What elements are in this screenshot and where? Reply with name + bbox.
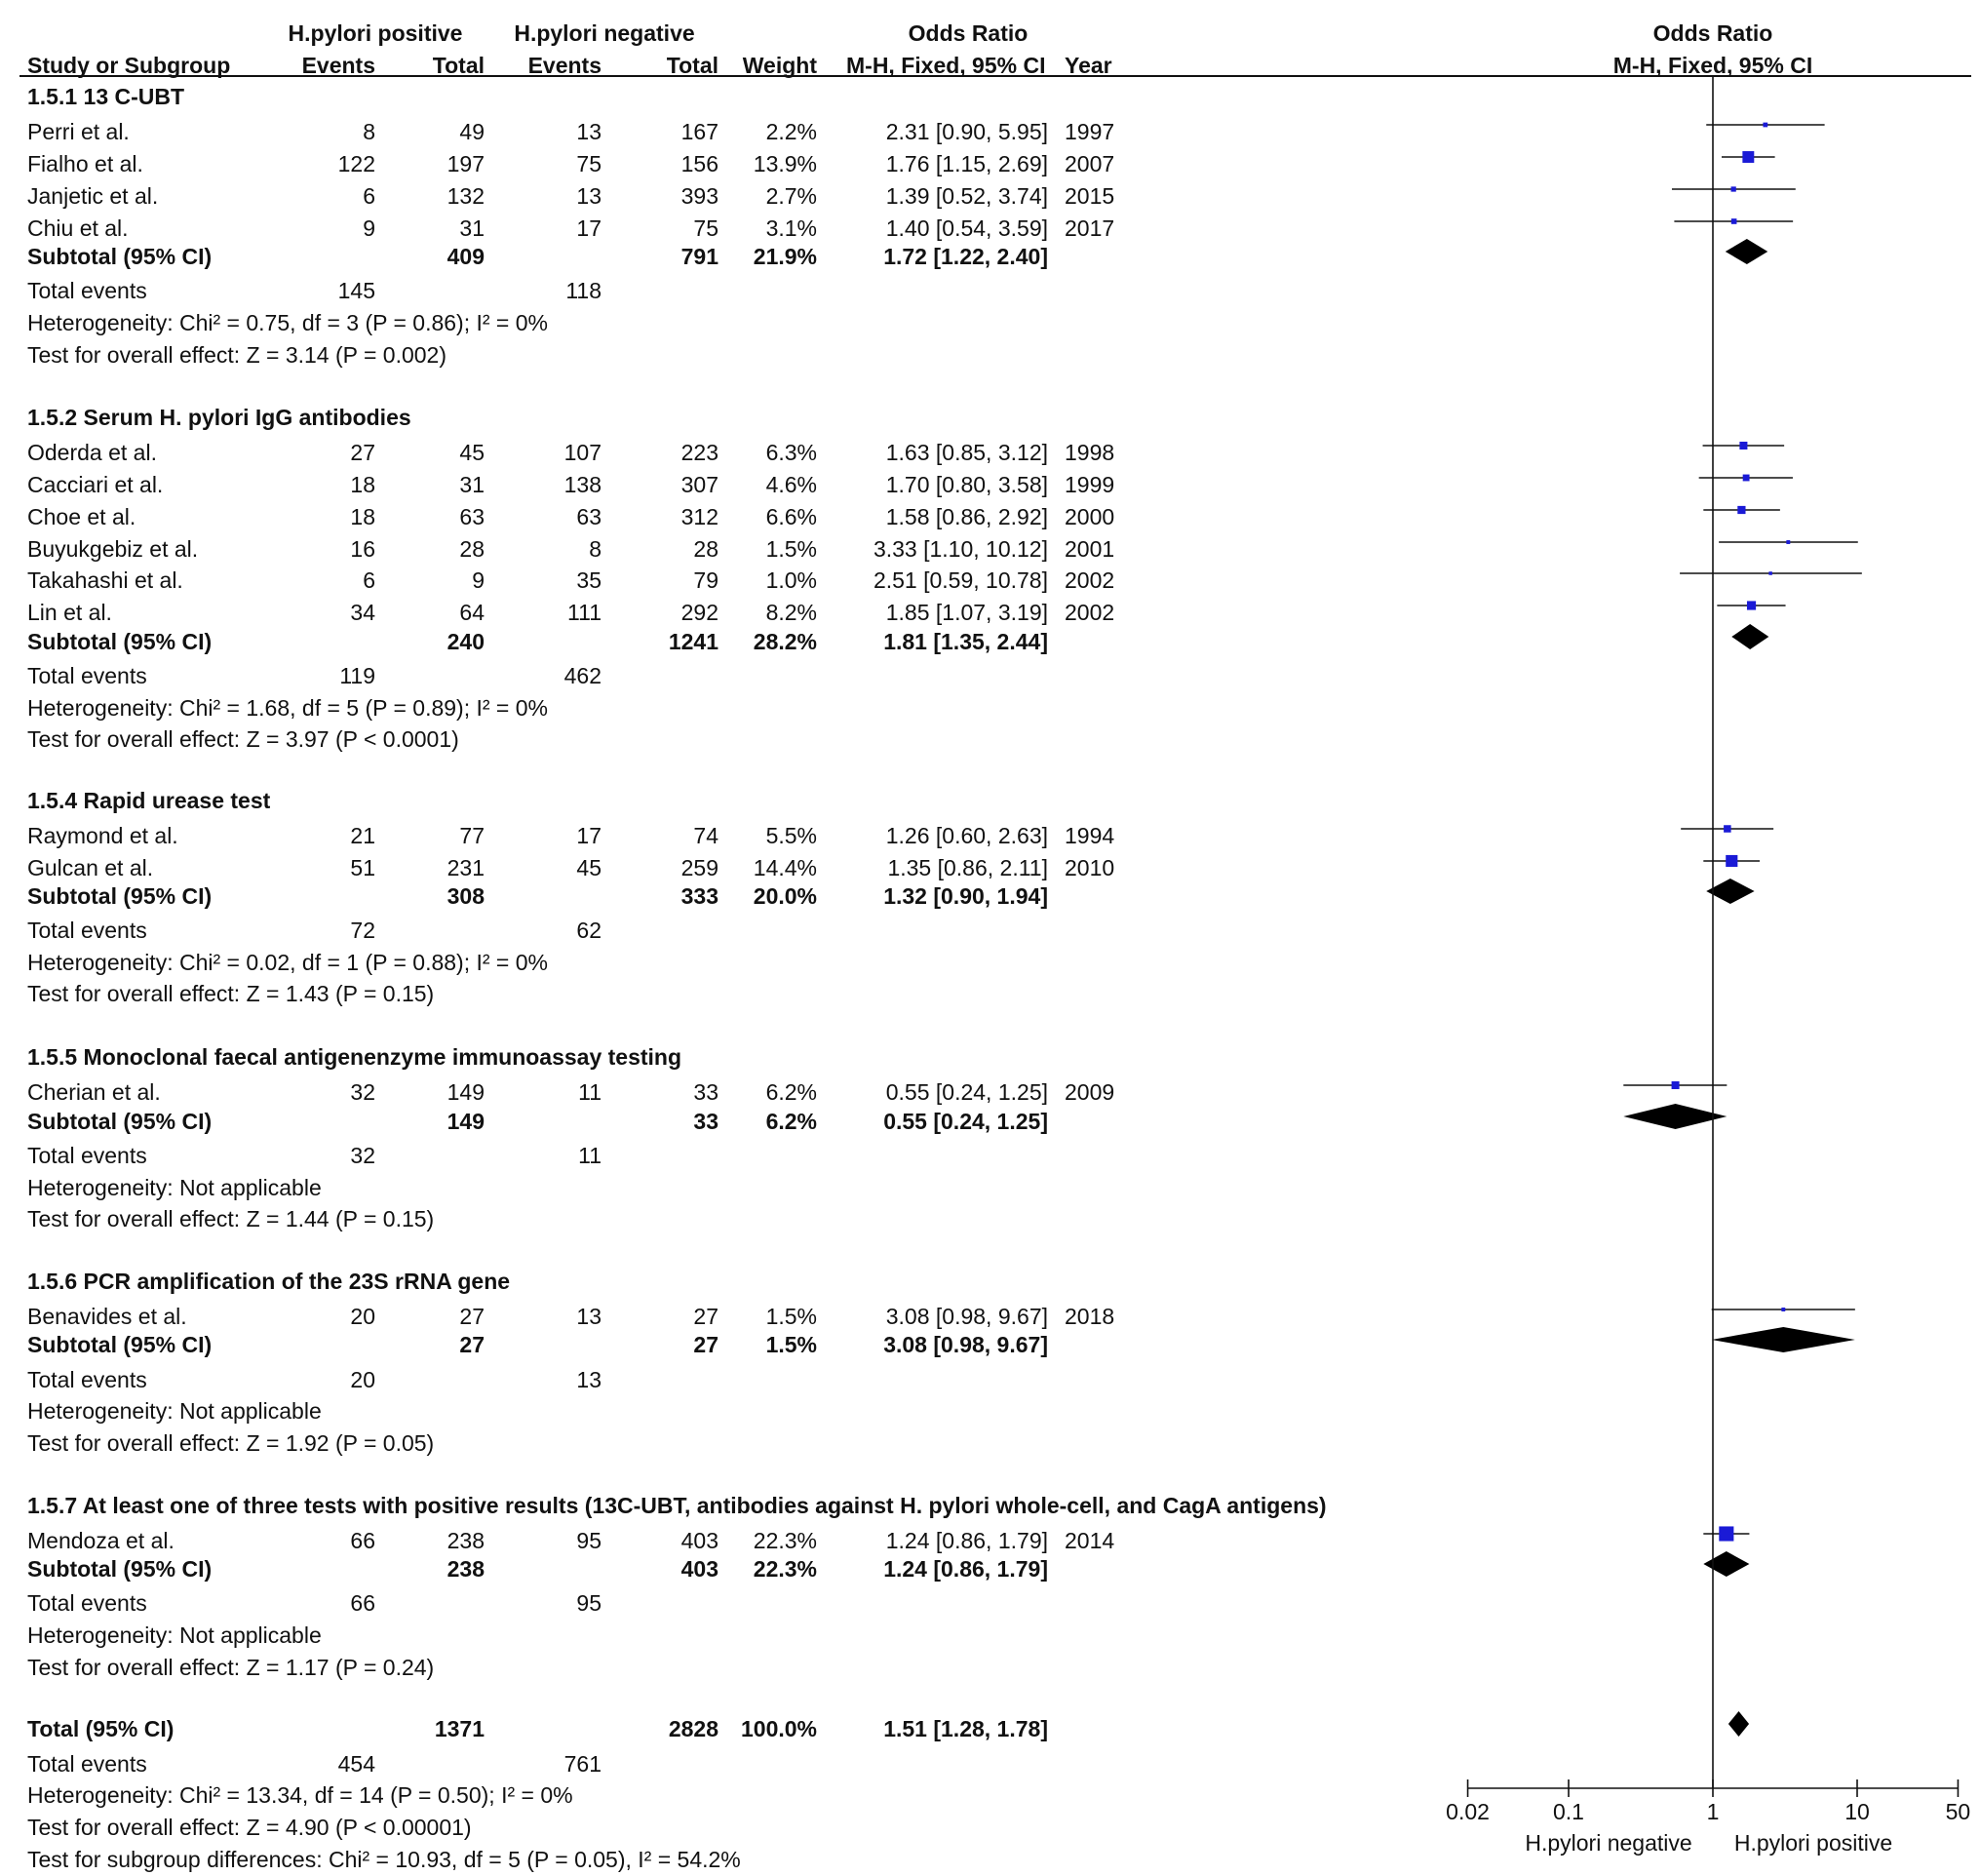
study-total-negative: 393 bbox=[680, 183, 718, 209]
subtotal-label: Subtotal (95% CI) bbox=[27, 1556, 213, 1582]
overall-effect-text: Test for overall effect: Z = 1.92 (P = 0.05) bbox=[27, 1430, 435, 1456]
study-weight: 5.5% bbox=[765, 823, 817, 848]
study-total-positive: 149 bbox=[446, 1079, 485, 1105]
col-total1-header: Total bbox=[432, 53, 485, 78]
study-year: 2009 bbox=[1065, 1079, 1115, 1105]
total-events-label: Total events bbox=[27, 1367, 147, 1392]
subtotal-odds-ratio: 1.32 [0.90, 1.94] bbox=[883, 883, 1048, 909]
study-year: 2010 bbox=[1065, 855, 1115, 880]
study-total-negative: 28 bbox=[693, 536, 718, 562]
subtotal-weight: 6.2% bbox=[765, 1109, 817, 1134]
x-tick-label: 0.1 bbox=[1553, 1799, 1584, 1824]
study-year: 1997 bbox=[1065, 119, 1115, 144]
total-label: Total (95% CI) bbox=[27, 1716, 175, 1741]
study-events-positive: 66 bbox=[350, 1528, 375, 1553]
study-odds-ratio: 1.39 [0.52, 3.74] bbox=[885, 183, 1048, 209]
study-point-box bbox=[1768, 571, 1772, 575]
study-weight: 1.5% bbox=[765, 536, 817, 562]
total-events-negative: 11 bbox=[578, 1143, 602, 1168]
total-events-positive: 119 bbox=[339, 663, 375, 688]
subtotal-diamond bbox=[1726, 239, 1767, 264]
subtotal-total-positive: 240 bbox=[446, 629, 485, 654]
col-events2-header: Events bbox=[527, 53, 602, 78]
study-year: 2002 bbox=[1065, 600, 1115, 625]
subtotal-weight: 28.2% bbox=[753, 629, 817, 654]
study-point-box bbox=[1731, 218, 1737, 224]
study-events-positive: 51 bbox=[350, 855, 375, 880]
study-name: Janjetic et al. bbox=[27, 183, 159, 209]
study-total-positive: 27 bbox=[459, 1304, 485, 1329]
study-odds-ratio: 1.76 [1.15, 2.69] bbox=[885, 151, 1048, 176]
study-events-negative: 11 bbox=[578, 1079, 602, 1105]
study-name: Gulcan et al. bbox=[27, 855, 154, 880]
study-point-box bbox=[1731, 186, 1736, 191]
study-total-positive: 9 bbox=[472, 567, 485, 593]
total-events-positive: 72 bbox=[350, 918, 375, 943]
study-events-positive: 6 bbox=[363, 183, 375, 209]
study-total-negative: 75 bbox=[693, 215, 718, 241]
total-events-positive: 32 bbox=[350, 1143, 375, 1168]
total-events-positive: 20 bbox=[350, 1367, 375, 1392]
study-events-negative: 63 bbox=[576, 504, 602, 529]
study-weight: 22.3% bbox=[753, 1528, 817, 1553]
study-total-positive: 197 bbox=[446, 151, 485, 176]
study-events-positive: 122 bbox=[337, 151, 375, 176]
study-events-negative: 75 bbox=[576, 151, 602, 176]
total-events-positive: 145 bbox=[337, 278, 375, 303]
study-weight: 4.6% bbox=[765, 472, 817, 497]
subtotal-total-negative: 333 bbox=[680, 883, 718, 909]
subtotal-diamond bbox=[1712, 1327, 1855, 1352]
study-events-positive: 16 bbox=[350, 536, 375, 562]
study-odds-ratio: 1.40 [0.54, 3.59] bbox=[885, 215, 1048, 241]
study-total-negative: 79 bbox=[693, 567, 718, 593]
study-name: Chiu et al. bbox=[27, 215, 129, 241]
study-weight: 1.5% bbox=[765, 1304, 817, 1329]
group2-header: H.pylori negative bbox=[514, 20, 695, 46]
study-total-negative: 292 bbox=[680, 600, 718, 625]
study-point-box bbox=[1742, 151, 1754, 163]
subtotal-total-positive: 27 bbox=[459, 1332, 485, 1357]
study-total-positive: 63 bbox=[459, 504, 485, 529]
subtotal-diamond bbox=[1703, 1551, 1749, 1577]
plot-title: Odds Ratio bbox=[1652, 20, 1773, 46]
subtotal-total-positive: 149 bbox=[446, 1109, 485, 1134]
study-name: Mendoza et al. bbox=[27, 1528, 175, 1553]
subtotal-odds-ratio: 0.55 [0.24, 1.25] bbox=[883, 1109, 1048, 1134]
study-events-negative: 35 bbox=[576, 567, 602, 593]
study-point-box bbox=[1763, 123, 1767, 128]
subtotal-odds-ratio: 1.81 [1.35, 2.44] bbox=[883, 629, 1048, 654]
study-total-negative: 156 bbox=[680, 151, 718, 176]
study-name: Takahashi et al. bbox=[27, 567, 183, 593]
group1-header: H.pylori positive bbox=[288, 20, 463, 46]
study-events-positive: 21 bbox=[350, 823, 375, 848]
study-total-negative: 223 bbox=[680, 440, 718, 465]
axis-right-label: H.pylori positive bbox=[1733, 1830, 1893, 1856]
study-odds-ratio: 1.24 [0.86, 1.79] bbox=[885, 1528, 1048, 1553]
overall-effect-text: Test for overall effect: Z = 1.44 (P = 0.15) bbox=[27, 1206, 435, 1231]
study-year: 2014 bbox=[1065, 1528, 1115, 1553]
total-events-negative: 95 bbox=[576, 1590, 602, 1616]
study-year: 2001 bbox=[1065, 536, 1115, 562]
study-events-positive: 9 bbox=[363, 215, 375, 241]
study-events-negative: 111 bbox=[567, 600, 602, 625]
subtotal-total-negative: 791 bbox=[680, 244, 718, 269]
subtotal-odds-ratio: 1.24 [0.86, 1.79] bbox=[883, 1556, 1048, 1582]
study-name: Buyukgebiz et al. bbox=[27, 536, 199, 562]
total-events-label: Total events bbox=[27, 1590, 147, 1616]
subtotal-total-negative: 27 bbox=[693, 1332, 718, 1357]
study-total-positive: 231 bbox=[446, 855, 485, 880]
col-total2-header: Total bbox=[666, 53, 718, 78]
subtotal-diamond bbox=[1623, 1104, 1727, 1129]
study-point-box bbox=[1672, 1081, 1680, 1089]
overall-diamond bbox=[1728, 1711, 1749, 1737]
study-name: Perri et al. bbox=[27, 119, 130, 144]
study-weight: 6.2% bbox=[765, 1079, 817, 1105]
total-events-label: Total events bbox=[27, 278, 147, 303]
subtotal-label: Subtotal (95% CI) bbox=[27, 883, 213, 909]
study-events-negative: 107 bbox=[563, 440, 602, 465]
total-total-negative: 2828 bbox=[668, 1716, 718, 1741]
study-events-positive: 8 bbox=[363, 119, 375, 144]
study-weight: 6.3% bbox=[765, 440, 817, 465]
study-total-positive: 49 bbox=[459, 119, 485, 144]
subtotal-odds-ratio: 1.72 [1.22, 2.40] bbox=[883, 244, 1048, 269]
study-events-negative: 138 bbox=[563, 472, 602, 497]
study-name: Raymond et al. bbox=[27, 823, 178, 848]
or-column-title: Odds Ratio bbox=[908, 20, 1029, 46]
study-total-negative: 403 bbox=[680, 1528, 718, 1553]
study-point-box bbox=[1719, 1526, 1733, 1541]
total-events-label: Total events bbox=[27, 1143, 147, 1168]
study-name: Oderda et al. bbox=[27, 440, 157, 465]
study-point-box bbox=[1739, 442, 1747, 449]
study-name: Lin et al. bbox=[27, 600, 112, 625]
study-total-negative: 307 bbox=[680, 472, 718, 497]
total-events-positive: 66 bbox=[350, 1590, 375, 1616]
heterogeneity-text: Heterogeneity: Not applicable bbox=[27, 1622, 322, 1648]
heterogeneity-text: Heterogeneity: Chi² = 0.02, df = 1 (P = 0.88); I² = 0% bbox=[27, 950, 548, 975]
study-odds-ratio: 3.08 [0.98, 9.67] bbox=[885, 1304, 1048, 1329]
study-events-negative: 13 bbox=[576, 183, 602, 209]
x-tick-label: 10 bbox=[1844, 1799, 1870, 1824]
overall-effect-text: Test for overall effect: Z = 1.17 (P = 0.24) bbox=[27, 1655, 435, 1680]
study-weight: 2.2% bbox=[765, 119, 817, 144]
total-events-negative: 13 bbox=[576, 1367, 602, 1392]
study-name: Cacciari et al. bbox=[27, 472, 164, 497]
plot-method-header: M-H, Fixed, 95% CI bbox=[1612, 53, 1813, 78]
col-events1-header: Events bbox=[301, 53, 375, 78]
study-point-box bbox=[1781, 1308, 1785, 1311]
study-total-positive: 31 bbox=[459, 472, 485, 497]
x-tick-label: 0.02 bbox=[1446, 1799, 1490, 1824]
study-point-box bbox=[1747, 601, 1756, 609]
study-odds-ratio: 1.70 [0.80, 3.58] bbox=[885, 472, 1048, 497]
study-name: Benavides et al. bbox=[27, 1304, 187, 1329]
subtotal-weight: 22.3% bbox=[753, 1556, 817, 1582]
subgroup-title: 1.5.4 Rapid urease test bbox=[27, 788, 271, 813]
axis-left-label: H.pylori negative bbox=[1525, 1830, 1692, 1856]
study-total-negative: 33 bbox=[693, 1079, 718, 1105]
subgroup-title: 1.5.7 At least one of three tests with positive results (13C-UBT, antibodies against H. pylori whole-cell, and CagA antigens) bbox=[27, 1493, 1327, 1518]
study-point-box bbox=[1786, 540, 1790, 544]
study-events-positive: 18 bbox=[350, 504, 375, 529]
study-total-positive: 77 bbox=[459, 823, 485, 848]
total-events-label: Total events bbox=[27, 1751, 147, 1777]
study-events-negative: 17 bbox=[576, 823, 602, 848]
total-odds-ratio: 1.51 [1.28, 1.78] bbox=[883, 1716, 1048, 1741]
col-year-header: Year bbox=[1065, 53, 1112, 78]
study-total-positive: 31 bbox=[459, 215, 485, 241]
study-total-positive: 64 bbox=[459, 600, 485, 625]
study-events-positive: 34 bbox=[350, 600, 375, 625]
study-weight: 3.1% bbox=[765, 215, 817, 241]
study-weight: 8.2% bbox=[765, 600, 817, 625]
subgroup-title: 1.5.2 Serum H. pylori IgG antibodies bbox=[27, 405, 411, 430]
study-year: 2017 bbox=[1065, 215, 1115, 241]
total-events-positive: 454 bbox=[337, 1751, 375, 1777]
heterogeneity-text: Heterogeneity: Not applicable bbox=[27, 1175, 322, 1200]
overall-heterogeneity-text: Heterogeneity: Chi² = 13.34, df = 14 (P = 0.50); I² = 0% bbox=[27, 1782, 573, 1808]
total-events-negative: 761 bbox=[563, 1751, 602, 1777]
study-total-negative: 167 bbox=[680, 119, 718, 144]
study-point-box bbox=[1743, 475, 1750, 482]
subtotal-weight: 21.9% bbox=[753, 244, 817, 269]
study-total-negative: 27 bbox=[693, 1304, 718, 1329]
total-total-positive: 1371 bbox=[434, 1716, 485, 1741]
study-events-positive: 32 bbox=[350, 1079, 375, 1105]
study-total-positive: 28 bbox=[459, 536, 485, 562]
study-events-negative: 17 bbox=[576, 215, 602, 241]
study-odds-ratio: 1.85 [1.07, 3.19] bbox=[885, 600, 1048, 625]
subtotal-weight: 1.5% bbox=[765, 1332, 817, 1357]
study-odds-ratio: 1.63 [0.85, 3.12] bbox=[885, 440, 1048, 465]
total-events-label: Total events bbox=[27, 918, 147, 943]
subtotal-label: Subtotal (95% CI) bbox=[27, 1109, 213, 1134]
study-year: 2007 bbox=[1065, 151, 1115, 176]
total-events-negative: 118 bbox=[565, 278, 602, 303]
study-total-negative: 74 bbox=[693, 823, 718, 848]
study-odds-ratio: 0.55 [0.24, 1.25] bbox=[885, 1079, 1048, 1105]
study-point-box bbox=[1726, 855, 1737, 867]
subtotal-weight: 20.0% bbox=[753, 883, 817, 909]
total-events-negative: 462 bbox=[563, 663, 602, 688]
heterogeneity-text: Heterogeneity: Chi² = 1.68, df = 5 (P = 0.89); I² = 0% bbox=[27, 695, 548, 721]
study-events-positive: 6 bbox=[363, 567, 375, 593]
subtotal-label: Subtotal (95% CI) bbox=[27, 244, 213, 269]
subtotal-total-negative: 1241 bbox=[668, 629, 718, 654]
study-total-positive: 132 bbox=[446, 183, 485, 209]
study-point-box bbox=[1724, 825, 1731, 833]
overall-effect-text: Test for overall effect: Z = 1.43 (P = 0.15) bbox=[27, 981, 435, 1006]
subgroup-title: 1.5.5 Monoclonal faecal antigenenzyme immunoassay testing bbox=[27, 1044, 682, 1070]
study-name: Choe et al. bbox=[27, 504, 136, 529]
study-total-negative: 312 bbox=[680, 504, 718, 529]
study-events-negative: 45 bbox=[576, 855, 602, 880]
subtotal-total-negative: 33 bbox=[693, 1109, 718, 1134]
study-name: Fialho et al. bbox=[27, 151, 143, 176]
subtotal-total-positive: 238 bbox=[446, 1556, 485, 1582]
subtotal-label: Subtotal (95% CI) bbox=[27, 1332, 213, 1357]
study-weight: 14.4% bbox=[753, 855, 817, 880]
study-year: 2015 bbox=[1065, 183, 1115, 209]
study-events-negative: 8 bbox=[589, 536, 602, 562]
col-study-header: Study or Subgroup bbox=[27, 53, 231, 78]
study-total-negative: 259 bbox=[680, 855, 718, 880]
subtotal-total-positive: 308 bbox=[446, 883, 485, 909]
study-odds-ratio: 1.35 [0.86, 2.11] bbox=[887, 855, 1048, 880]
subgroup-differences-text: Test for subgroup differences: Chi² = 10.93, df = 5 (P = 0.05), I² = 54.2% bbox=[27, 1847, 741, 1872]
col-method-header: M-H, Fixed, 95% CI bbox=[846, 53, 1046, 78]
study-events-negative: 13 bbox=[576, 119, 602, 144]
study-events-negative: 95 bbox=[576, 1528, 602, 1553]
subtotal-total-positive: 409 bbox=[446, 244, 485, 269]
overall-effect-text: Test for overall effect: Z = 3.97 (P < 0.0001) bbox=[27, 726, 459, 752]
study-year: 1998 bbox=[1065, 440, 1115, 465]
subtotal-total-negative: 403 bbox=[680, 1556, 718, 1582]
study-odds-ratio: 1.26 [0.60, 2.63] bbox=[885, 823, 1048, 848]
study-total-positive: 238 bbox=[446, 1528, 485, 1553]
col-weight-header: Weight bbox=[742, 53, 817, 78]
total-events-negative: 62 bbox=[576, 918, 602, 943]
x-tick-label: 1 bbox=[1706, 1799, 1720, 1824]
subtotal-odds-ratio: 3.08 [0.98, 9.67] bbox=[883, 1332, 1048, 1357]
total-weight: 100.0% bbox=[740, 1716, 817, 1741]
study-point-box bbox=[1737, 506, 1745, 514]
subtotal-label: Subtotal (95% CI) bbox=[27, 629, 213, 654]
study-events-positive: 20 bbox=[350, 1304, 375, 1329]
study-year: 1994 bbox=[1065, 823, 1115, 848]
study-weight: 6.6% bbox=[765, 504, 817, 529]
overall-effect-text: Test for overall effect: Z = 4.90 (P < 0.00001) bbox=[27, 1815, 472, 1840]
study-odds-ratio: 2.31 [0.90, 5.95] bbox=[885, 119, 1048, 144]
study-odds-ratio: 1.58 [0.86, 2.92] bbox=[885, 504, 1048, 529]
study-total-positive: 45 bbox=[459, 440, 485, 465]
heterogeneity-text: Heterogeneity: Chi² = 0.75, df = 3 (P = 0.86); I² = 0% bbox=[27, 310, 548, 335]
study-events-positive: 27 bbox=[350, 440, 375, 465]
study-year: 1999 bbox=[1065, 472, 1115, 497]
heterogeneity-text: Heterogeneity: Not applicable bbox=[27, 1398, 322, 1424]
study-odds-ratio: 2.51 [0.59, 10.78] bbox=[873, 567, 1048, 593]
study-year: 2000 bbox=[1065, 504, 1115, 529]
study-events-negative: 13 bbox=[576, 1304, 602, 1329]
study-events-positive: 18 bbox=[350, 472, 375, 497]
study-weight: 1.0% bbox=[765, 567, 817, 593]
subgroup-title: 1.5.1 13 C-UBT bbox=[27, 84, 185, 109]
study-weight: 2.7% bbox=[765, 183, 817, 209]
study-name: Cherian et al. bbox=[27, 1079, 161, 1105]
subgroup-title: 1.5.6 PCR amplification of the 23S rRNA gene bbox=[27, 1269, 511, 1294]
total-events-label: Total events bbox=[27, 663, 147, 688]
x-tick-label: 50 bbox=[1945, 1799, 1971, 1824]
subtotal-diamond bbox=[1731, 624, 1768, 649]
study-year: 2002 bbox=[1065, 567, 1115, 593]
overall-effect-text: Test for overall effect: Z = 3.14 (P = 0.002) bbox=[27, 342, 446, 368]
study-weight: 13.9% bbox=[753, 151, 817, 176]
study-odds-ratio: 3.33 [1.10, 10.12] bbox=[873, 536, 1048, 562]
study-year: 2018 bbox=[1065, 1304, 1115, 1329]
